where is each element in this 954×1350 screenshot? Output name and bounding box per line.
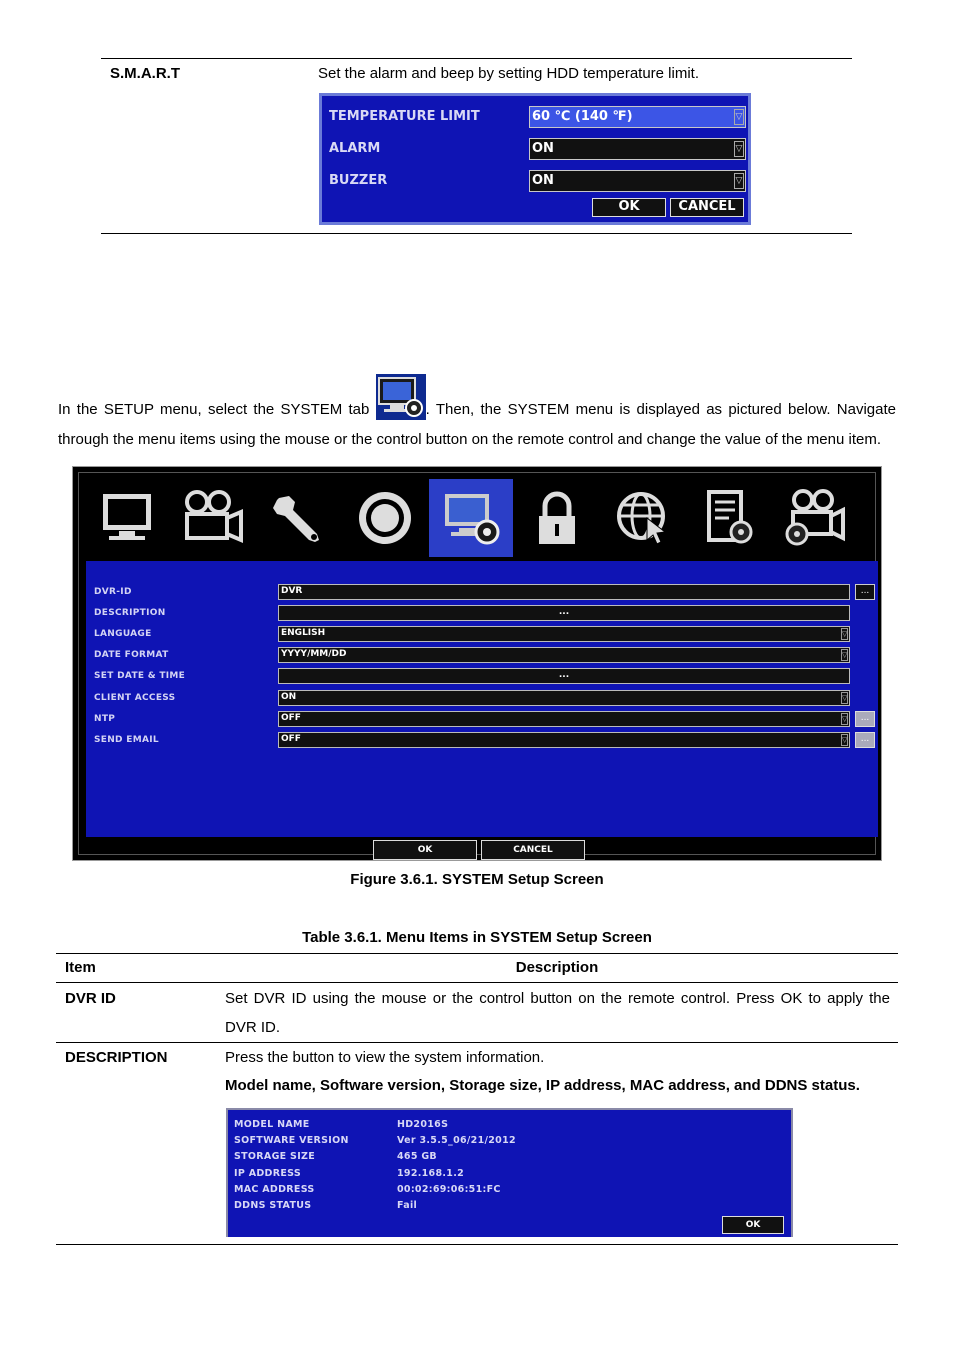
ntp-label: NTP (94, 714, 116, 724)
language-select[interactable] (278, 626, 850, 642)
description-button[interactable]: ... (278, 605, 850, 621)
client-access-label: CLIENT ACCESS (94, 693, 176, 703)
intro-paragraph (58, 374, 896, 454)
model-name-label: MODEL NAME (234, 1119, 310, 1130)
send-email-label: SEND EMAIL (94, 735, 159, 745)
send-email-select[interactable] (278, 732, 850, 748)
wrench-icon[interactable] (257, 479, 341, 557)
date-format-value: YYYY/MM/DD (281, 649, 347, 659)
camera-settings-icon[interactable] (773, 479, 857, 557)
system-cancel-button[interactable]: CANCEL (481, 840, 585, 860)
setup-tab-bar (85, 479, 865, 559)
smart-item-label: S.M.A.R.T (110, 65, 180, 82)
system-info-panel (226, 1108, 793, 1237)
system-setup-inner (78, 472, 876, 855)
intro-text-after: . Then, the SYSTEM menu is displayed as pictured below. Navigate through the menu items using the mouse or the control button on the remote control and change the value of the menu item. (58, 401, 896, 448)
model-name-value: HD2016S (397, 1119, 449, 1130)
buzzer-select[interactable] (529, 170, 746, 192)
set-date-time-label: SET DATE & TIME (94, 671, 186, 681)
mac-address-label: MAC ADDRESS (234, 1184, 315, 1195)
dvr-id-edit-button[interactable]: ... (855, 584, 875, 600)
figure-caption: Figure 3.6.1. SYSTEM Setup Screen (350, 871, 604, 888)
header-description: Description (515, 959, 599, 976)
software-version-value: Ver 3.5.5_06/21/2012 (397, 1135, 516, 1146)
set-date-time-button[interactable]: ... (278, 668, 850, 684)
client-access-select[interactable] (278, 690, 850, 706)
header-item: Item (65, 959, 96, 976)
smart-settings-panel (319, 93, 751, 225)
table-header (56, 953, 898, 983)
smart-table-row (101, 58, 852, 234)
date-format-select[interactable] (278, 647, 850, 663)
ddns-status-label: DDNS STATUS (234, 1200, 312, 1211)
dvr-id-label: DVR-ID (94, 587, 132, 597)
row-dvr-id-item: DVR ID (65, 990, 116, 1007)
ntp-value: OFF (281, 713, 301, 723)
software-version-label: SOFTWARE VERSION (234, 1135, 349, 1146)
ip-address-value: 192.168.1.2 (397, 1168, 465, 1179)
chevron-down-icon: ▽ (842, 630, 848, 638)
temperature-limit-label: TEMPERATURE LIMIT (329, 109, 480, 124)
info-ok-button[interactable]: OK (722, 1216, 784, 1234)
language-value: ENGLISH (281, 628, 326, 638)
system-settings-icon[interactable] (429, 479, 513, 557)
description-label: DESCRIPTION (94, 608, 166, 618)
ddns-status-value: Fail (397, 1200, 418, 1211)
row-description-item: DESCRIPTION (65, 1049, 168, 1066)
dvr-id-field[interactable]: DVR (278, 584, 850, 600)
system-settings-icon (376, 374, 426, 420)
chevron-down-icon: ▽ (734, 141, 744, 157)
table-caption: Table 3.6.1. Menu Items in SYSTEM Setup Screen (302, 929, 652, 946)
client-access-value: ON (281, 692, 297, 702)
alarm-value: ON (532, 141, 554, 156)
chevron-down-icon: ▽ (842, 715, 848, 723)
system-setup-screen (72, 466, 882, 861)
smart-cancel-button[interactable]: CANCEL (670, 198, 744, 217)
record-icon[interactable] (343, 479, 427, 557)
language-label: LANGUAGE (94, 629, 152, 639)
chevron-down-icon: ▽ (842, 694, 848, 702)
temperature-limit-select[interactable] (529, 106, 746, 128)
event-log-icon[interactable] (687, 479, 771, 557)
temperature-limit-value: 60 ℃ (140 ℉) (532, 109, 633, 124)
table-bottom-border (56, 1244, 898, 1245)
smart-description: Set the alarm and beep by setting HDD temperature limit. (318, 65, 700, 82)
buzzer-label: BUZZER (329, 173, 388, 188)
ntp-select[interactable] (278, 711, 850, 727)
row-description-description: Press the button to view the system information. (225, 1049, 545, 1066)
row-dvr-id-description: Set DVR ID using the mouse or the control button on the remote control. Press OK to apply the DVR ID. (225, 990, 890, 1036)
storage-size-label: STORAGE SIZE (234, 1151, 316, 1162)
date-format-label: DATE FORMAT (94, 650, 169, 660)
ntp-settings-button[interactable]: ... (855, 711, 875, 727)
chevron-down-icon: ▽ (842, 736, 848, 744)
system-settings-panel (86, 561, 878, 837)
camera-icon[interactable] (171, 479, 255, 557)
network-icon[interactable] (601, 479, 685, 557)
send-email-settings-button[interactable]: ... (855, 732, 875, 748)
monitor-icon[interactable] (85, 479, 169, 557)
chevron-down-icon: ▽ (734, 109, 744, 125)
storage-size-value: 465 GB (397, 1151, 437, 1162)
smart-ok-button[interactable]: OK (592, 198, 666, 217)
buzzer-value: ON (532, 173, 554, 188)
ip-address-label: IP ADDRESS (234, 1168, 301, 1179)
mac-address-value: 00:02:69:06:51:FC (397, 1184, 501, 1195)
alarm-label: ALARM (329, 141, 381, 156)
chevron-down-icon: ▽ (842, 651, 848, 659)
lock-icon[interactable] (515, 479, 599, 557)
alarm-select[interactable] (529, 138, 746, 160)
intro-text-before: In the SETUP menu, select the SYSTEM tab (58, 401, 370, 418)
chevron-down-icon: ▽ (734, 173, 744, 189)
row-description-note: Model name, Software version, Storage size, IP address, MAC address, and DDNS status. (225, 1077, 860, 1094)
system-ok-button[interactable]: OK (373, 840, 477, 860)
send-email-value: OFF (281, 734, 301, 744)
